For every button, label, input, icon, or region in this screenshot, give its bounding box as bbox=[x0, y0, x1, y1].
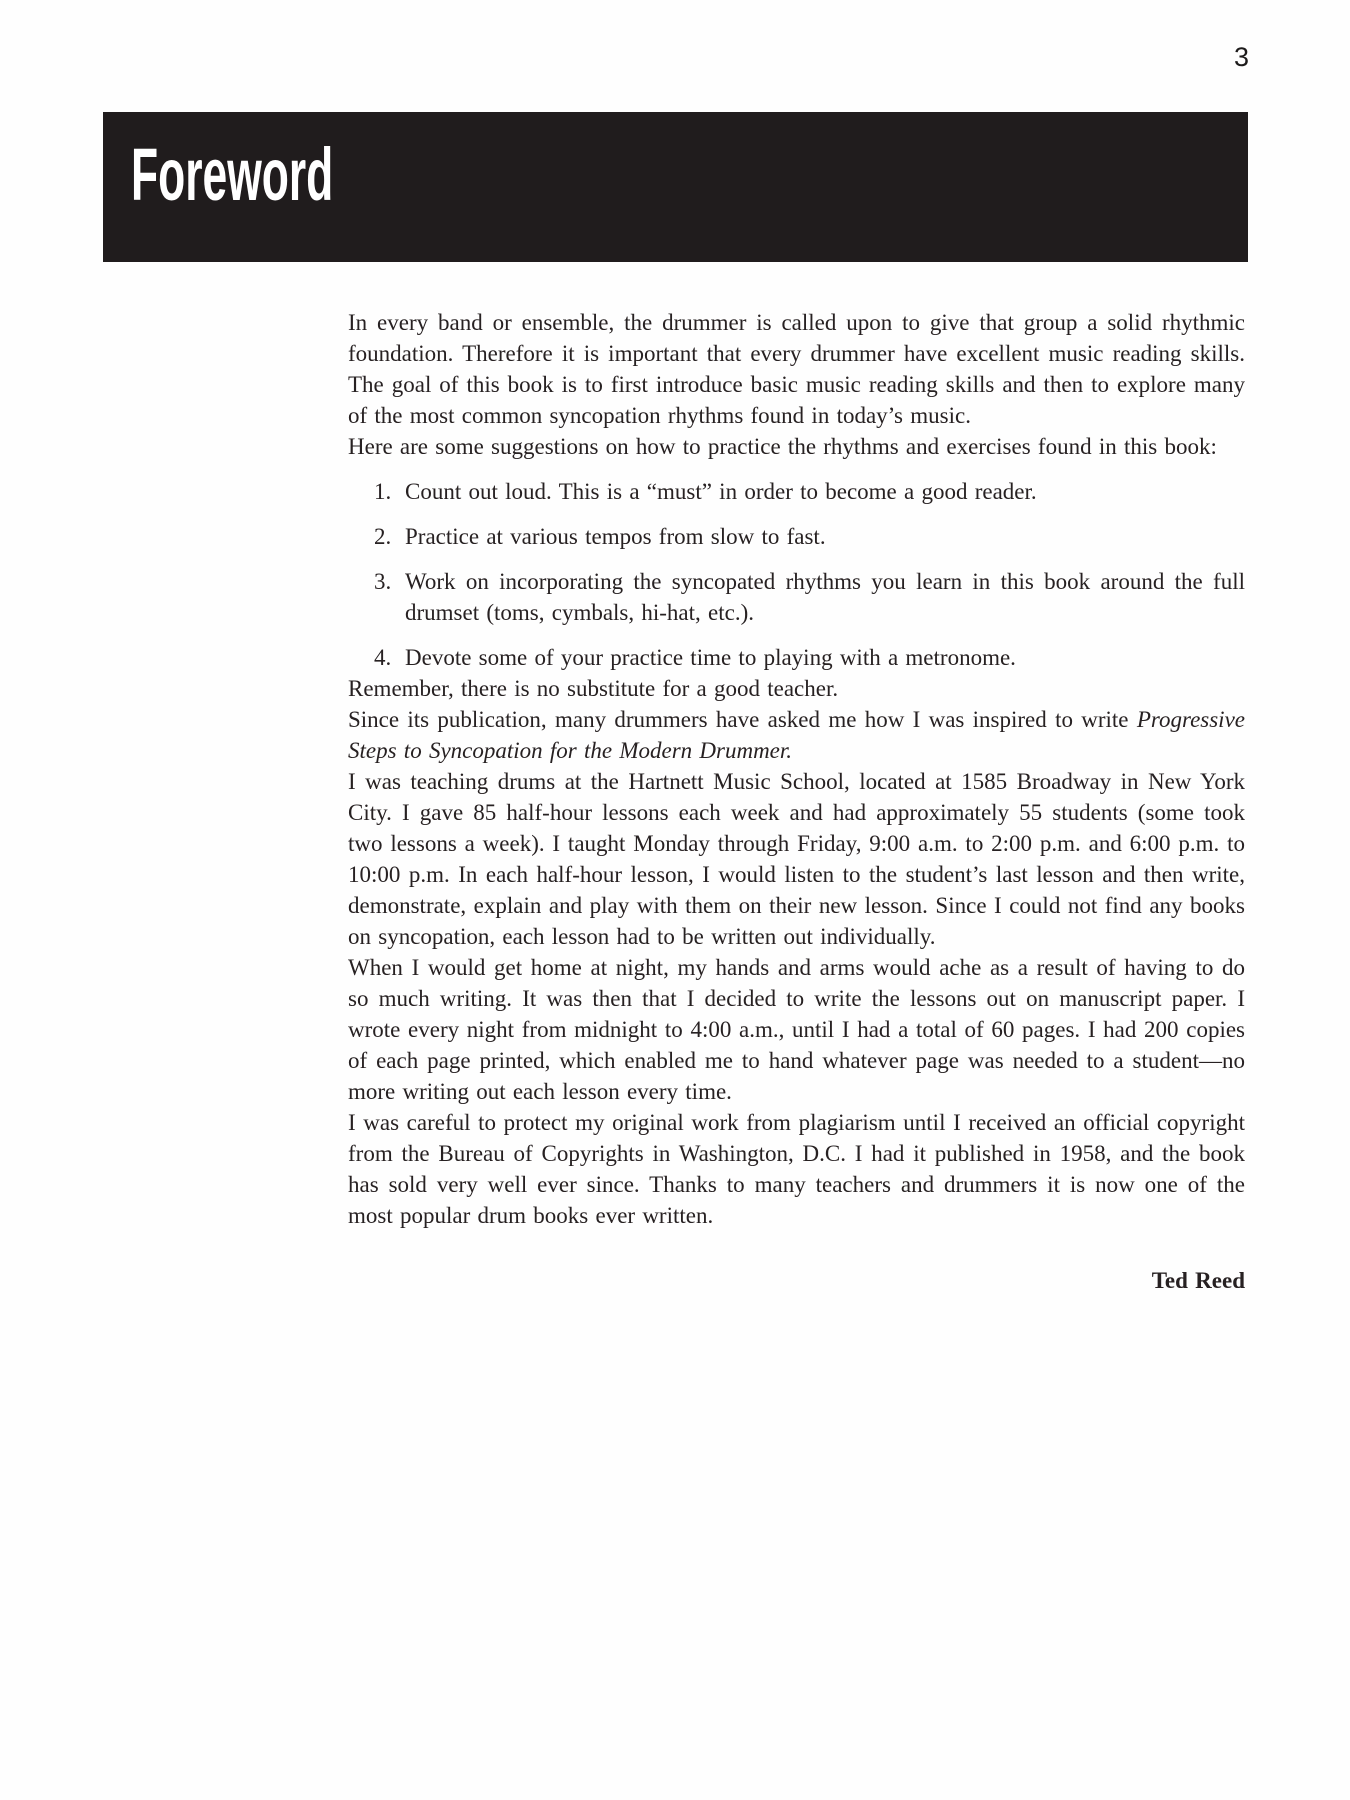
list-item-number: 2. bbox=[374, 524, 392, 549]
inspiration-lead-text: Since its publication, many drummers have asked me how I was inspired to write bbox=[348, 707, 1129, 732]
list-item-text: Count out loud. This is a “must” in order to become a good reader. bbox=[405, 479, 1037, 504]
page-number: 3 bbox=[1233, 42, 1249, 72]
list-item bbox=[348, 642, 1245, 673]
paragraph-suggestions: Here are some suggestions on how to practice the rhythms and exercises found in this book: bbox=[348, 434, 1217, 459]
list-item bbox=[348, 566, 1245, 628]
book-title: Progressive Steps to Syncopation for the Modern Drummer. bbox=[348, 707, 1245, 763]
page-title: Foreword bbox=[131, 133, 334, 216]
list-item bbox=[348, 476, 1245, 507]
foreword-content bbox=[348, 307, 1245, 1296]
foreword-banner bbox=[103, 112, 1248, 262]
signature: Ted Reed bbox=[1151, 1268, 1245, 1293]
practice-list bbox=[348, 476, 1245, 673]
paragraph-inspiration bbox=[348, 704, 1245, 766]
paragraph-teaching: I was teaching drums at the Hartnett Music School, located at 1585 Broadway in New York City. I gave 85 half-hour lessons each week and had approximately 55 students (some took two lessons a week). I taught Monday through Friday, 9:00 a.m. to 2:00 p.m. and 6:00 p.m. to 10:00 p.m. In each half-hour lesson, I would listen to the student’s last lesson and then write, demonstrate, explain and play with them on their new lesson. Since I could not find any books on syncopation, each lesson had to be written out individually. bbox=[348, 769, 1245, 949]
paragraph-copyright: I was careful to protect my original work from plagiarism until I received an official copyright from the Bureau of Copyrights in Washington, D.C. I had it published in 1958, and the book has sold very well ever since. Thanks to many teachers and drummers it is now one of the most popular drum books ever written. bbox=[348, 1110, 1245, 1228]
list-item-text: Practice at various tempos from slow to fast. bbox=[405, 524, 826, 549]
list-item-number: 1. bbox=[374, 479, 392, 504]
paragraph-intro: In every band or ensemble, the drummer is called upon to give that group a solid rhythmic foundation. Therefore it is important that every drummer have excellent music reading skills. The goal of this book is to first introduce basic music reading skills and then to explore many of the most common syncopation rhythms found in today’s music. bbox=[348, 310, 1245, 428]
list-item-number: 4. bbox=[374, 645, 392, 670]
list-item bbox=[348, 521, 1245, 552]
paragraph-remember: Remember, there is no substitute for a good teacher. bbox=[348, 676, 839, 701]
list-item-text: Work on incorporating the syncopated rhythms you learn in this book around the full drumset (toms, cymbals, hi-hat, etc.). bbox=[405, 569, 1245, 625]
list-item-text: Devote some of your practice time to playing with a metronome. bbox=[405, 645, 1016, 670]
paragraph-writing: When I would get home at night, my hands and arms would ache as a result of having to do so much writing. It was then that I decided to write the lessons out on manuscript paper. I wrote every night from midnight to 4:00 a.m., until I had a total of 60 pages. I had 200 copies of each page printed, which enabled me to hand whatever page was needed to a student—no more writing out each lesson every time. bbox=[348, 955, 1245, 1104]
list-item-number: 3. bbox=[374, 569, 392, 594]
